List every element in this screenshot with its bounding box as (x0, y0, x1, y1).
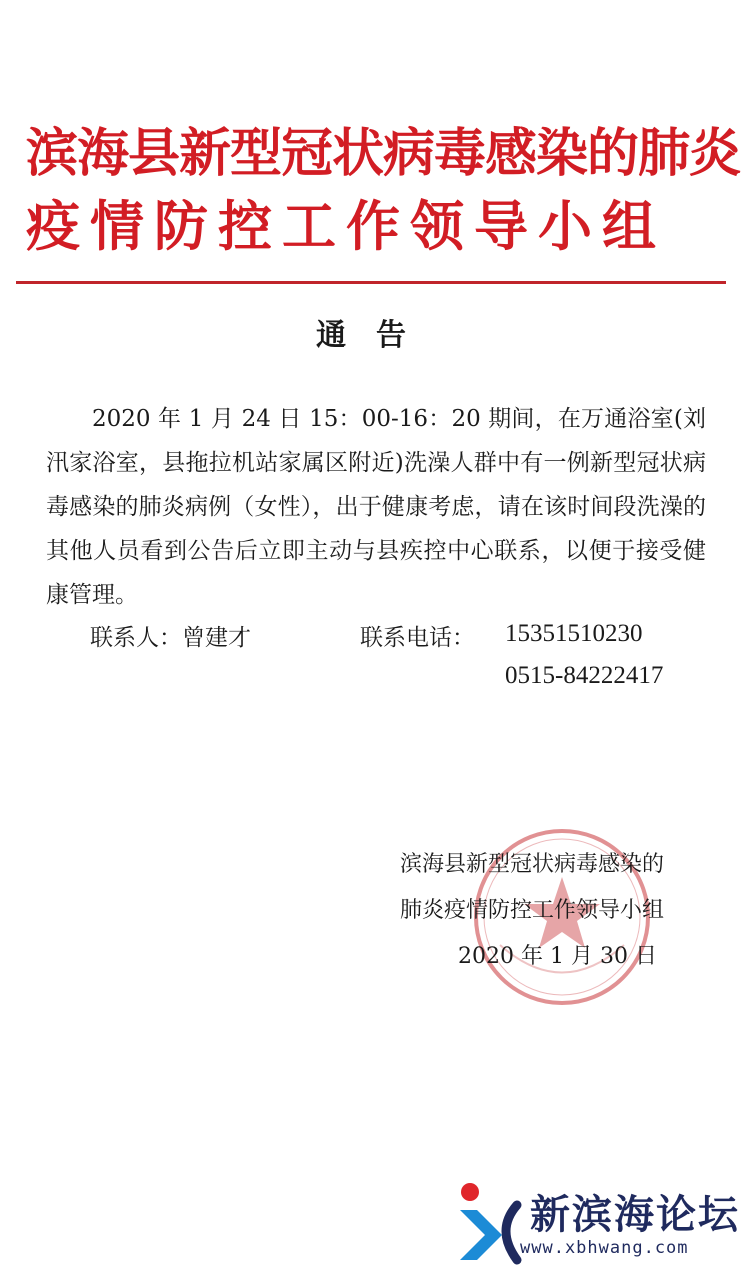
signature-line-2: 肺炎疫情防控工作领导小组 (400, 898, 665, 923)
notice-body: 2020 年 1 月 24 日 15：00-16：20 期间，在万通浴室(刘汛家浴室，县拖拉机站家属区附近)洗澡人群中有一例新型冠状病毒感染的肺炎病例（女性），出于健康考虑，请在该时间段洗澡的其他人员看到公告后立即主动与县疾控中心联系，以便于接受健康管理。 (46, 406, 706, 608)
contact-phone-label: 联系电话： (360, 625, 475, 651)
contact-phone-1: 15351510230 (505, 620, 643, 647)
contact-phone-2: 0515-84222417 (505, 662, 664, 689)
signature-block (400, 842, 730, 980)
signature-date: 2020 年 1 月 30 日 (458, 944, 657, 969)
header-line-1: 滨海县新型冠状病毒感染的肺炎 (26, 123, 741, 184)
header-line-2: 疫情防控工作领导小组 (26, 194, 666, 258)
document-header (26, 118, 741, 262)
notice-title: 通告 (316, 318, 436, 353)
signature-line-1: 滨海县新型冠状病毒感染的 (400, 852, 665, 877)
watermark-url: www.xbhwang.com (520, 1238, 689, 1258)
contact-person: 联系人：曾建才 (90, 625, 251, 651)
header-divider (16, 281, 726, 284)
watermark-title: 新滨海论坛 (530, 1192, 740, 1238)
